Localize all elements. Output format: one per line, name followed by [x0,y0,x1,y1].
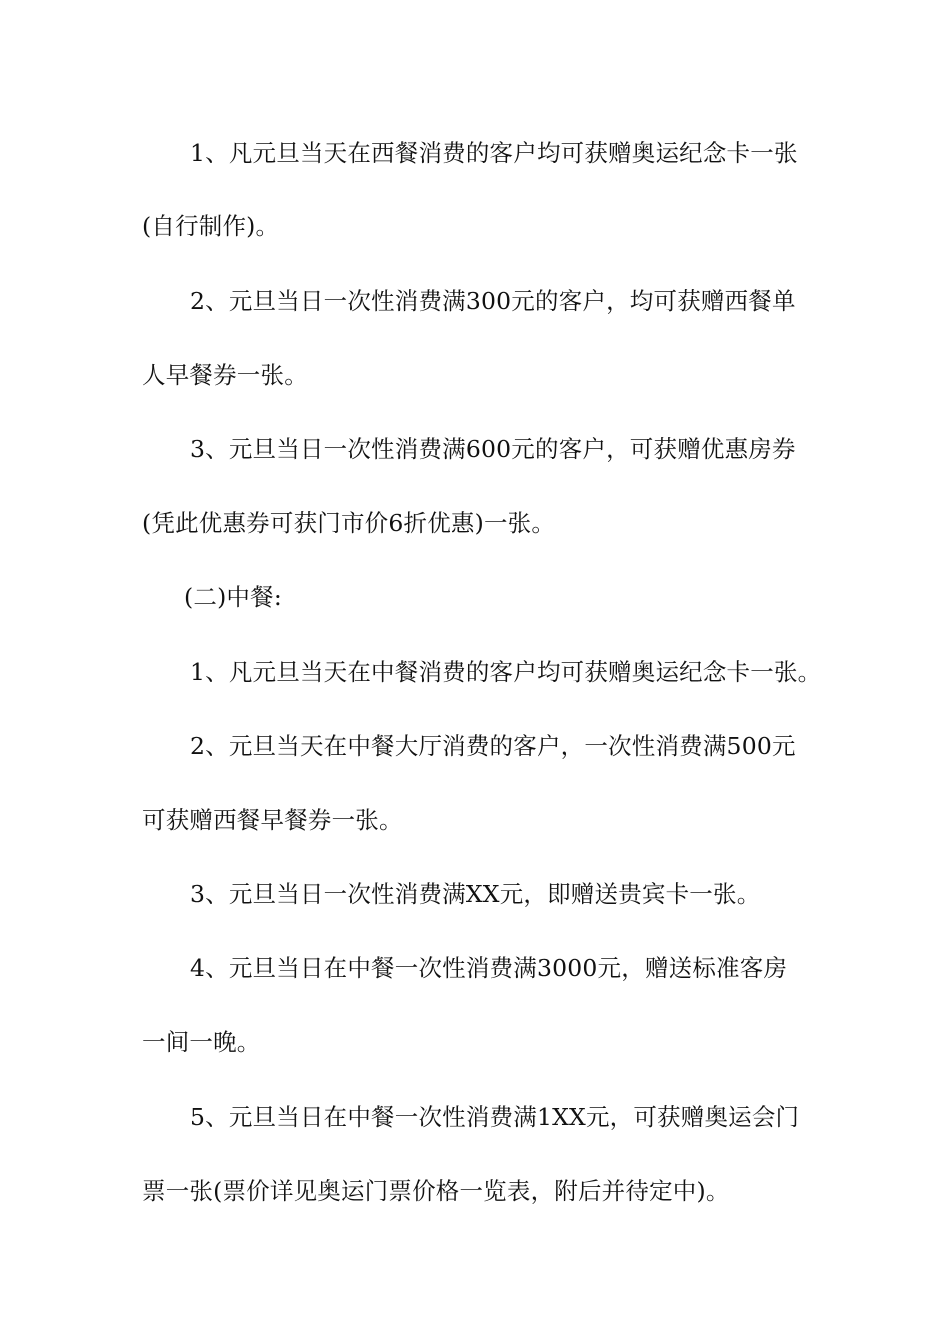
paragraph-line: 一间一晚。 [142,1028,261,1056]
paragraph-line: 3、元旦当日一次性消费满600元的客户，可获赠优惠房券 [190,435,796,463]
paragraph-line: 3、元旦当日一次性消费满XX元，即赠送贵宾卡一张。 [190,880,761,908]
paragraph-line: 人早餐券一张。 [142,361,308,389]
paragraph-line: 4、元旦当日在中餐一次性消费满3000元，赠送标准客房 [190,954,788,982]
paragraph-line: (自行制作)。 [142,212,280,240]
paragraph-line: 5、元旦当日在中餐一次性消费满1XX元，可获赠奥运会门 [190,1103,800,1131]
paragraph-line: 2、元旦当日一次性消费满300元的客户，均可获赠西餐单 [190,287,796,315]
paragraph-line: (凭此优惠券可获门市价6折优惠)一张。 [142,509,556,537]
paragraph-line: 票一张(票价详见奥运门票价格一览表，附后并待定中)。 [142,1177,730,1205]
paragraph-line: 1、凡元旦当天在中餐消费的客户均可获赠奥运纪念卡一张。 [190,658,822,686]
section-heading: (二)中餐: [184,583,282,611]
paragraph-line: 2、元旦当天在中餐大厅消费的客户，一次性消费满500元 [190,732,796,760]
paragraph-line: 可获赠西餐早餐券一张。 [142,806,403,834]
paragraph-line: 1、凡元旦当天在西餐消费的客户均可获赠奥运纪念卡一张 [190,139,798,167]
